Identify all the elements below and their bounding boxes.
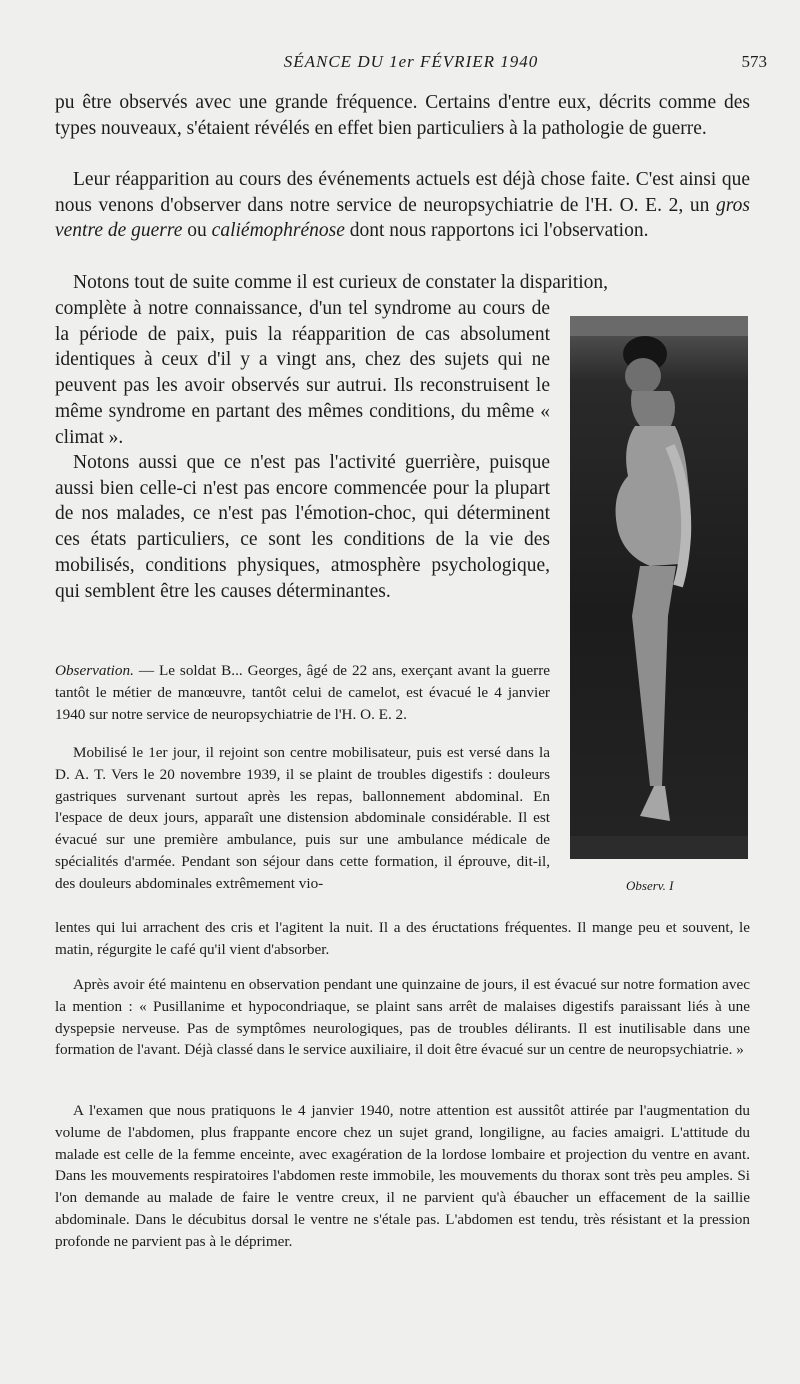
observation-label: Observation. [55, 662, 134, 679]
paragraph-1: pu être observés avec une grande fréquence. Certains d'entre eux, décrits comme des types nouveaux, s'étaient révélés en effet bien particuliers à la pathologie de guerre. [55, 92, 750, 139]
observation-paragraph-3: Après avoir été maintenu en observation pendant une quinzaine de jours, il est évacué sur notre formation avec la mention : « Pusillanime et hypocondriaque, se plaint sans arrêt de malaises digestifs paraissant liés à une dyspepsie nerveuse. Pas de symptômes neurologiques, pas de troubles délirants. Il est inutilisable dans une formation de l'avant. Déjà classé dans le service auxiliaire, il doit être évacué sur un centre de neuropsychiatrie. » [55, 976, 750, 1059]
running-header [55, 52, 767, 74]
observation-intro [55, 660, 550, 725]
figure-caption: Observ. I [626, 878, 674, 893]
p2-italic-term-2: caliémophrénose [211, 220, 345, 242]
paragraph-4: Notons aussi que ce n'est pas l'activité guerrière, puisque aussi bien celle-ci n'est pas encore commencée pour la plupart de nos malades, ce n'est pas l'émotion-choc, qui déterminent ces états particuliers, ce sont les conditions de la vie des mobilisés, conditions physiques, atmosphère psychologique, qui semblent être les causes déterminantes. [55, 452, 550, 602]
observation-paragraph-2-continued: lentes qui lui arrachent des cris et l'agitent la nuit. Il a des éructations fréquentes. Il mange peu et souvent, le matin, régurgite le café qu'il vient d'absorber. [55, 919, 750, 958]
observation-paragraph-4: A l'examen que nous pratiquons le 4 janvier 1940, notre attention est aussitôt attirée par l'augmentation du volume de l'abdomen, plus frappante encore chez un sujet grand, longiligne, au facies amaigri. L'attitude du malade est celle de la femme enceinte, avec exagération de la lordose lombaire et projection du ventre en avant. Dans les mouvements respiratoires l'abdomen reste immobile, les mouvements du thorax sont très peu amples. Si l'on demande au malade de faire le ventre creux, il ne parvient qu'à ébaucher un effacement de la saillie abdominale. Dans le décubitus dorsal le ventre ne s'étale pas. L'abdomen est tendu, très résistant et la pression profonde ne parvient pas à le déprimer. [55, 1102, 750, 1250]
observation-intro-text: — Le soldat B... Georges, âgé de 22 ans, exerçant avant la guerre tantôt le métier de manœuvre, tantôt celui de camelot, est évacué le 4 janvier 1940 sur notre service de neuropsychiatrie de l'H. O. E. 2. [55, 662, 550, 723]
p2-italic-term-1: gros ventre de guerre [55, 194, 750, 242]
patient-silhouette [570, 316, 748, 859]
paragraph-3-first-line: Notons tout de suite comme il est curieux de constater la disparition, [73, 272, 609, 293]
p2-text-start: Leur réapparition au cours des événements actuels est déjà chose faite. C'est ainsi que nous venons d'observer dans notre service de neuropsychiatrie de l'H. O. E. 2, un [55, 169, 750, 216]
patient-photograph [570, 316, 748, 859]
paragraph-2 [55, 167, 750, 244]
paragraph-3-rest: complète à notre connaissance, d'un tel syndrome au cours de la période de paix, puis la réapparition de cas absolument identiques à ceux d'il y a vingt ans, chez des sujets qui ne peuvent pas les avoir observés sur autrui. Ils reconstruisent le même syndrome en partant des mêmes conditions, du même « climat ». [55, 298, 550, 448]
p2-text-mid: ou [182, 220, 212, 242]
page-number: 573 [741, 52, 767, 71]
observation-paragraph-2: Mobilisé le 1er jour, il rejoint son centre mobilisateur, puis est versé dans la D. A. T. Vers le 20 novembre 1939, il se plaint de troubles digestifs : douleurs gastriques survenant surtout après les repas, ballonnement abdominal. En l'espace de deux jours, apparaît une distension abdominale considérable. Il est évacué sur une première ambulance, puis sur une ambulance médicale de spécialités d'armée. Pendant son séjour dans cette formation, il éprouve, dit-il, des douleurs abdominales extrêmement vio- [55, 744, 550, 892]
header-title: SÉANCE DU 1er FÉVRIER 1940 [283, 52, 539, 71]
p2-text-end: dont nous rapportons ici l'observation. [344, 220, 649, 242]
